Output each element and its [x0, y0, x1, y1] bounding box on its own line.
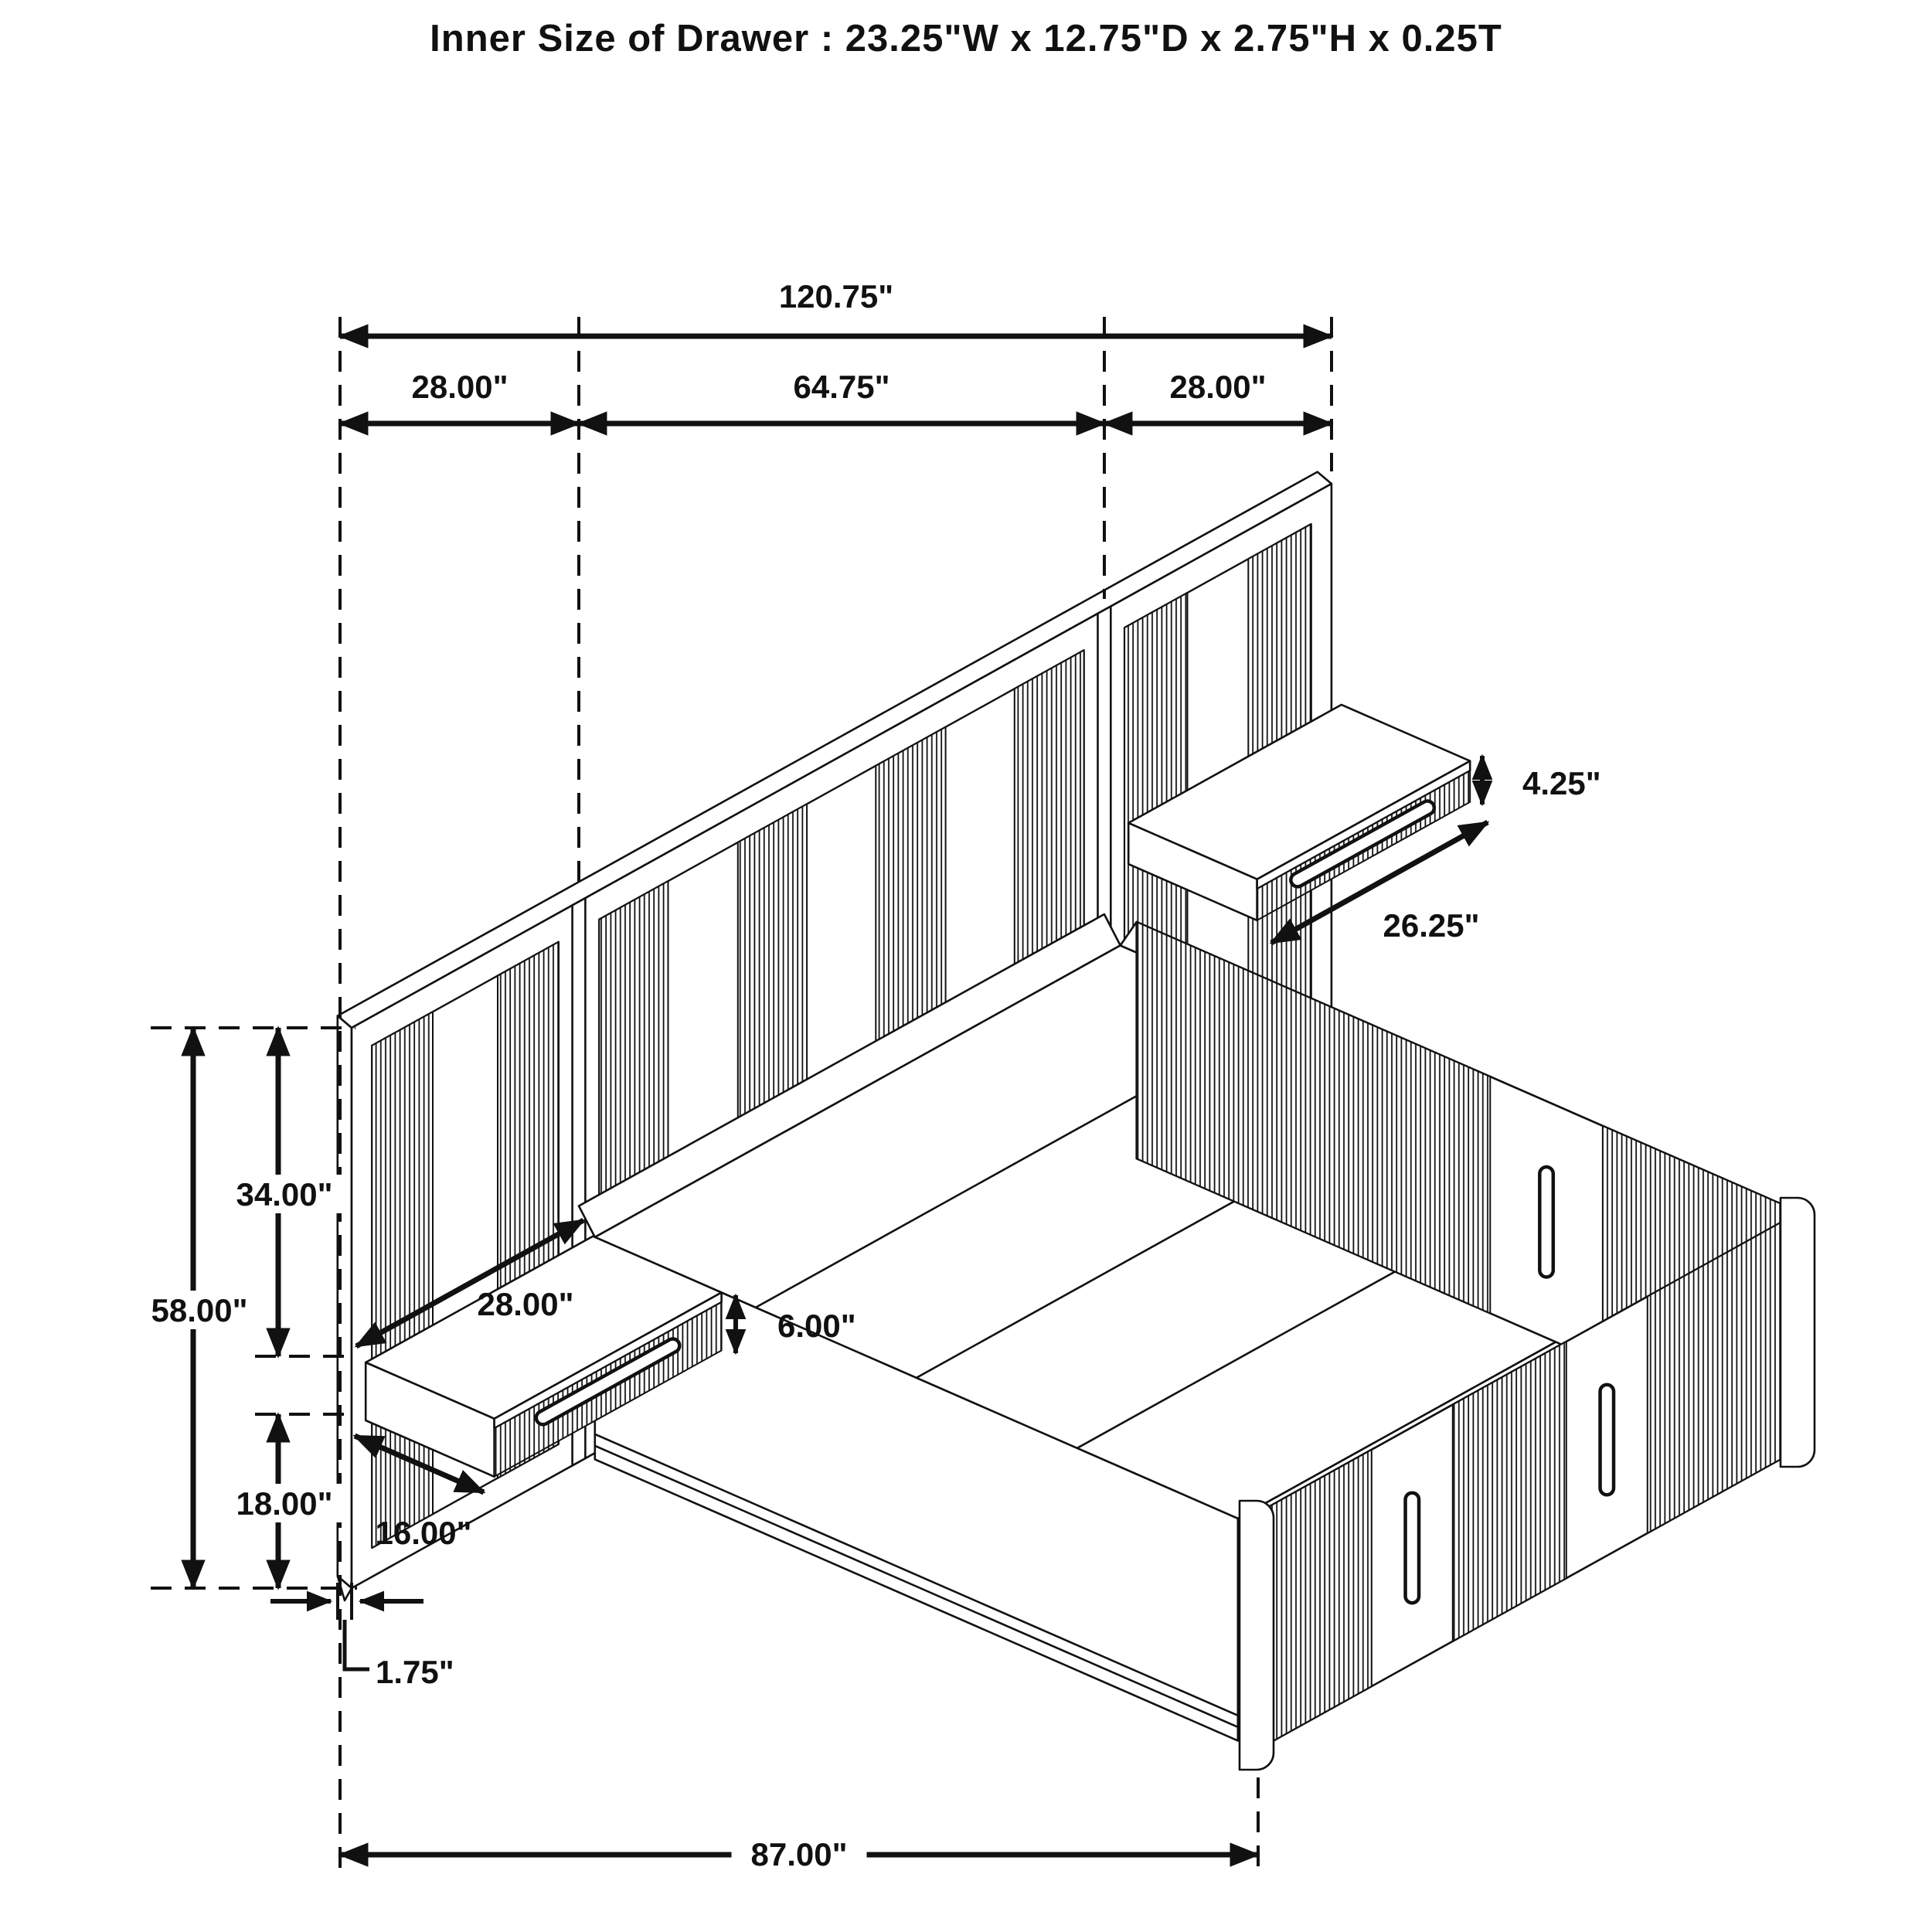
dim-label-right-nightstand-width: 26.25" [1383, 907, 1480, 944]
corner-post [1240, 1501, 1274, 1770]
dim-label-center-panel-width: 64.75" [793, 369, 890, 405]
dim-label-right-nightstand-height: 4.25" [1522, 765, 1601, 801]
dim-label-panel-thickness: 1.75" [376, 1654, 454, 1690]
dim-label-right-panel-width: 28.00" [1169, 369, 1267, 405]
dim-label-headboard-height: 58.00" [151, 1292, 248, 1328]
drawing-title: Inner Size of Drawer : 23.25"W x 12.75"D x 2.75"H x 0.25T [430, 18, 1502, 60]
dim-label-left-panel-width: 28.00" [411, 369, 509, 405]
dim-label-left-nightstand-depth: 16.00" [375, 1515, 472, 1551]
dim-label-floor-to-nightstand: 18.00" [236, 1485, 333, 1522]
corner-post [1781, 1198, 1815, 1467]
dim-label-left-nightstand-height: 6.00" [777, 1308, 856, 1344]
dim-label-overall-width: 120.75" [778, 278, 894, 315]
dim-label-bed-length: 87.00" [750, 1836, 848, 1872]
dim-label-left-nightstand-width: 28.00" [477, 1286, 574, 1322]
dim-label-headboard-upper: 34.00" [236, 1176, 333, 1213]
